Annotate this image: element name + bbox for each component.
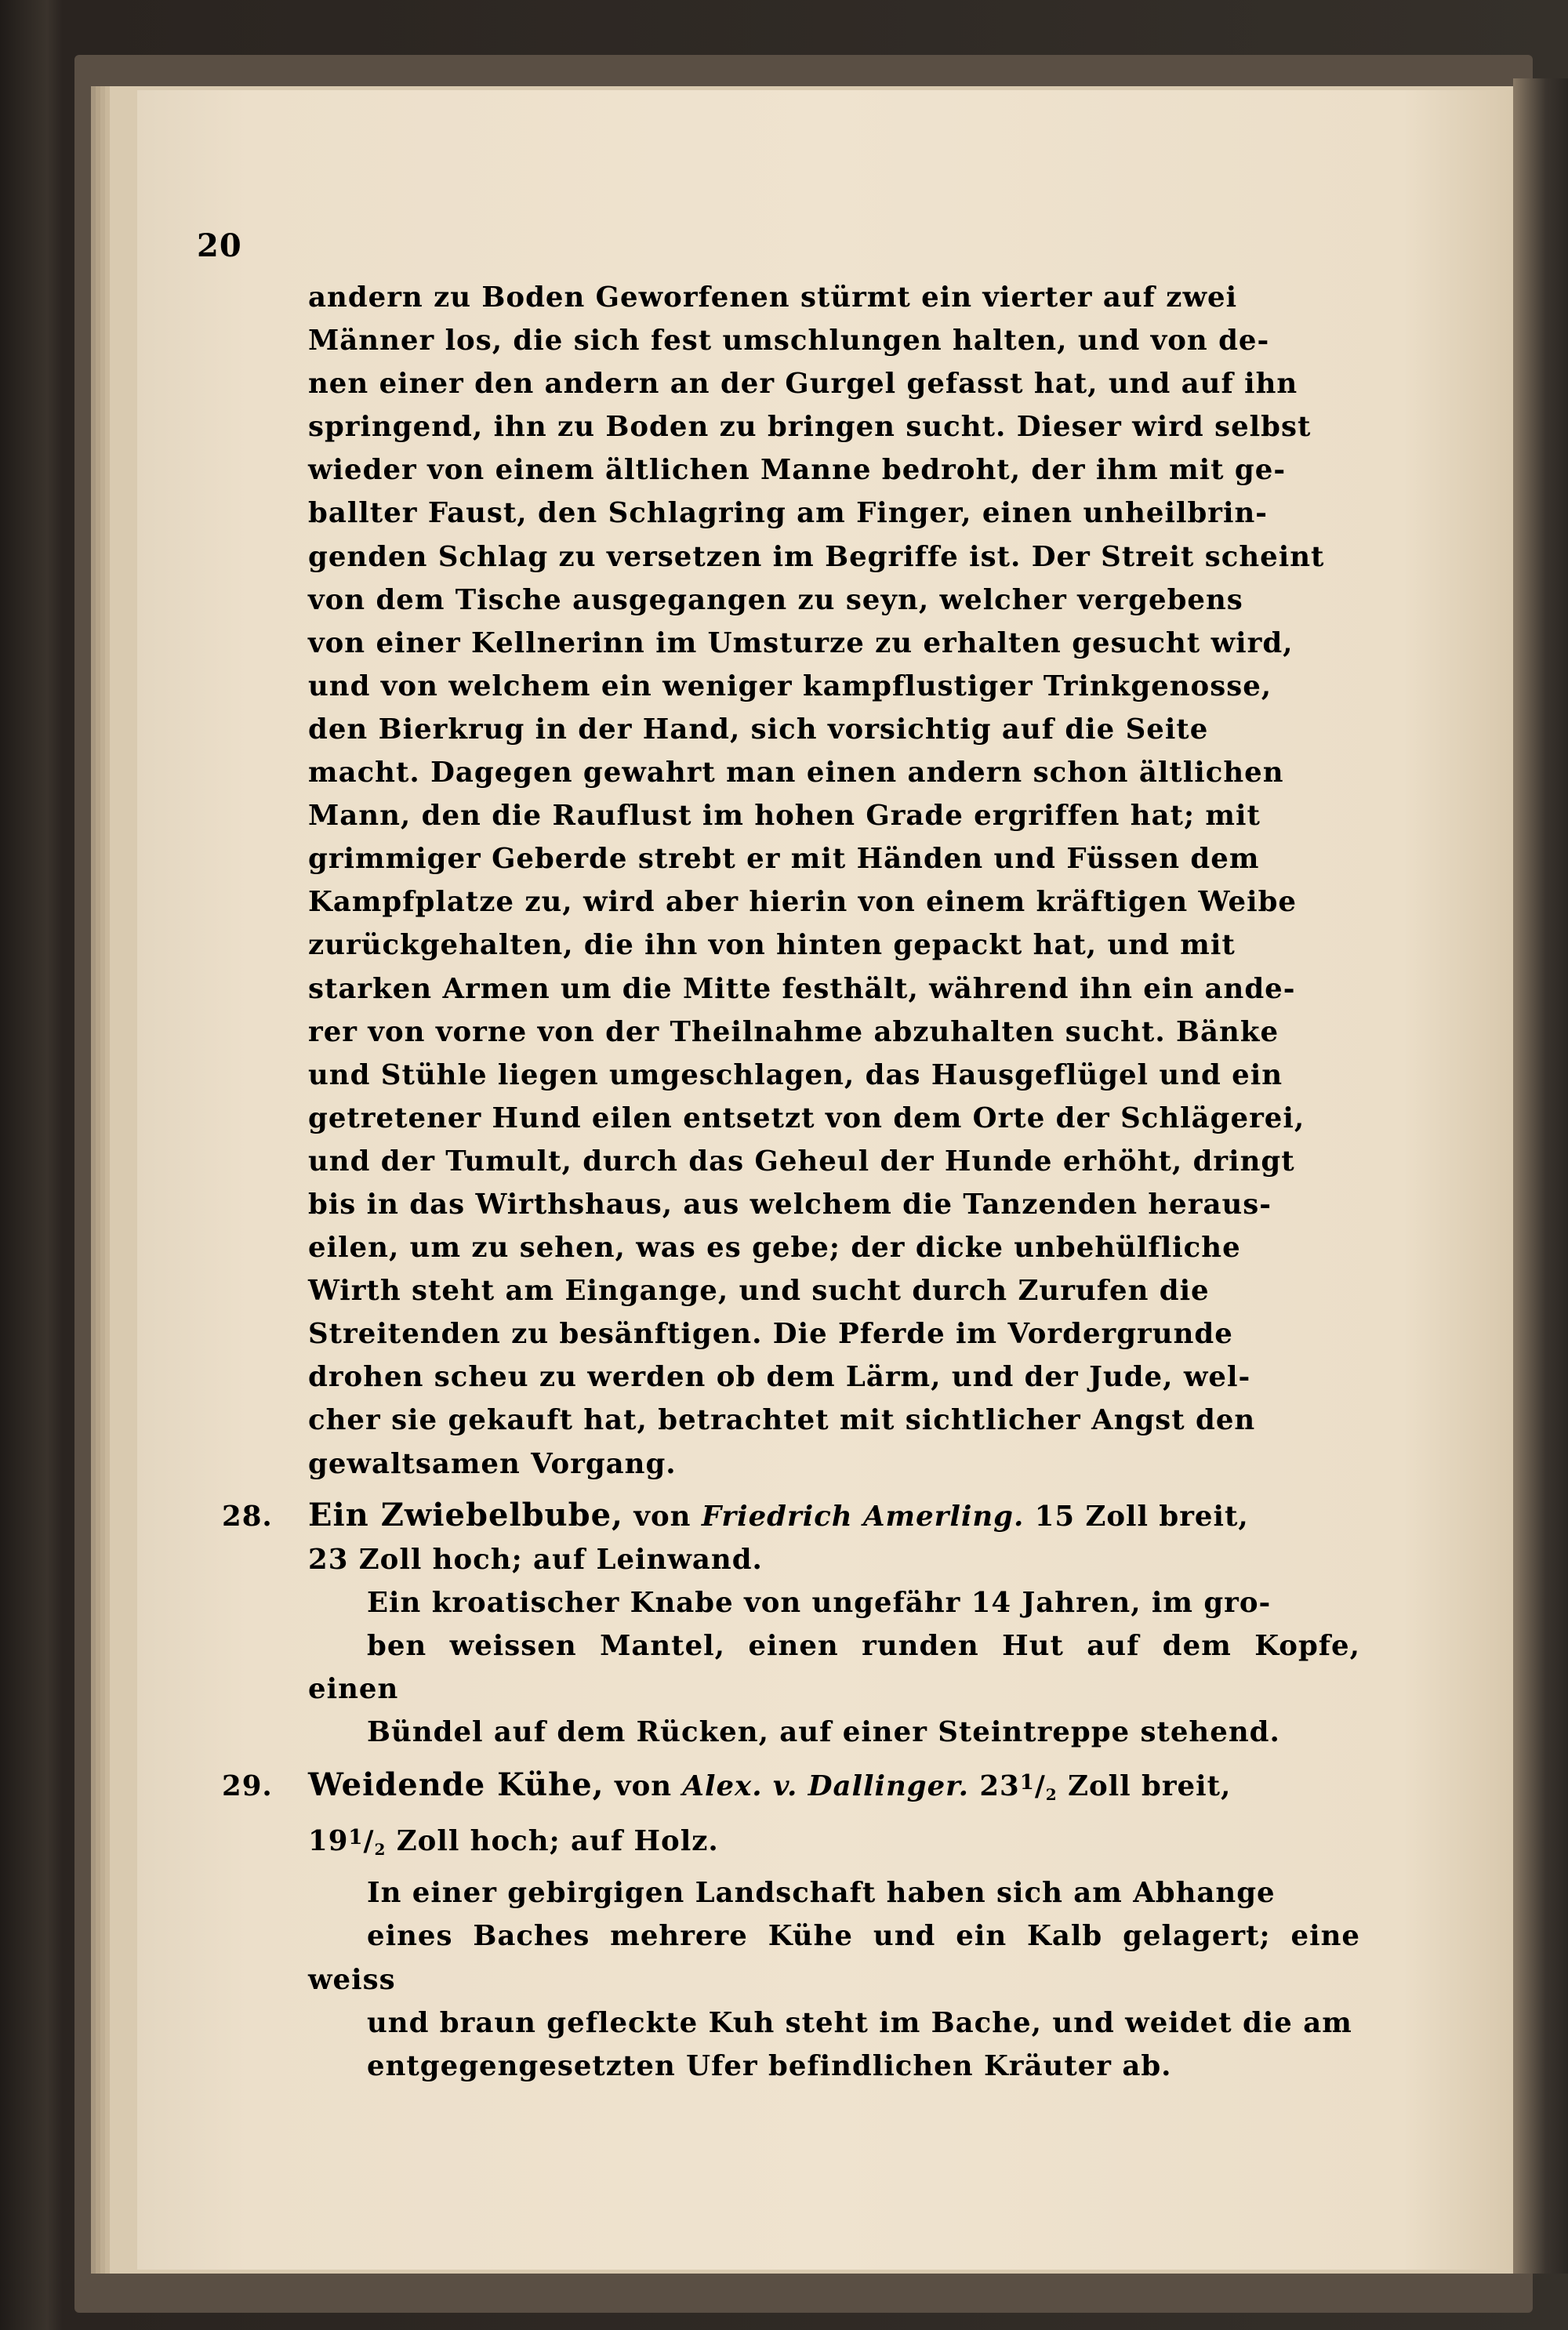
body-line: gewaltsamen Vorgang. [308, 1447, 677, 1480]
body-line: ballter Faust, den Schlagring am Finger, einen unheilbrin- [308, 497, 1269, 530]
description-line: ben weissen Mantel, einen runden Hut auf dem Kopfe, einen [308, 1629, 1360, 1705]
catalog-entry-29 [222, 1762, 1360, 2088]
description-line: Ein kroatischer Knabe von ungefähr 14 Jahren, im gro- [367, 1586, 1272, 1619]
body-line: den Bierkrug in der Hand, sich vorsichtig auf die Seite [308, 713, 1209, 746]
body-line: drohen scheu zu werden ob dem Lärm, und der Jude, wel- [308, 1361, 1251, 1394]
entry-size-line: 23 Zoll hoch; auf Leinwand. [308, 1543, 763, 1576]
entry-number: 29. [222, 1770, 273, 1803]
description-line: In einer gebirgigen Landschaft haben sich am Abhange [367, 1877, 1276, 1910]
body-line: starken Armen um die Mitte festhält, während ihn ein ande- [308, 972, 1296, 1005]
entry-heading [222, 1493, 1360, 1538]
body-line: und von welchem ein weniger kampflustiger Trinkgenosse, [308, 670, 1272, 702]
width-tail: Zoll breit, [1068, 1770, 1232, 1803]
width-frac-den: 2 [1045, 1785, 1058, 1805]
height-frac-num: 1 [348, 1826, 364, 1850]
entry-artist: Alex. v. Dallinger. [682, 1770, 969, 1803]
entry-description [308, 1871, 1360, 2087]
continued-paragraph [308, 276, 1360, 1486]
body-line: springend, ihn zu Boden zu bringen sucht. Dieser wird selbst [308, 411, 1312, 444]
entry-height-line: $19^1/2$ Zoll hoch; auf Holz. [308, 1825, 719, 1860]
description-line: Bündel auf dem Rücken, auf einer Steintreppe stehend. [367, 1716, 1280, 1749]
entry-by: von [614, 1770, 673, 1803]
entry-title: Weidende Kühe, [308, 1766, 604, 1804]
description-line: eines Baches mehrere Kühe und ein Kalb gelagert; eine weiss [308, 1920, 1360, 1996]
body-line: von einer Kellnerinn im Umsturze zu erhalten gesucht wird, [308, 626, 1294, 659]
entry-artist: Friedrich Amerling. [701, 1500, 1025, 1533]
body-line: von dem Tische ausgegangen zu seyn, welcher vergebens [308, 583, 1243, 616]
body-line: bis in das Wirthshaus, aus welchem die Tanzenden heraus- [308, 1188, 1272, 1221]
entry-size: 15 Zoll breit, [1034, 1500, 1249, 1533]
text-block [222, 276, 1360, 2088]
body-line: wieder von einem ältlichen Manne bedroht, der ihm mit ge- [308, 454, 1287, 487]
width-frac-num: 1 [1019, 1771, 1035, 1795]
body-line: andern zu Boden Geworfenen stürmt ein vierter auf zwei [308, 281, 1238, 314]
body-line: zurückgehalten, die ihn von hinten gepackt hat, und mit [308, 929, 1236, 962]
height-frac-den: 2 [374, 1840, 387, 1860]
entry-width: $23^1/2$ Zoll breit, [979, 1770, 1232, 1805]
body-line: und der Tumult, durch das Geheul der Hunde erhöht, dringt [308, 1145, 1295, 1178]
body-line: Männer los, die sich fest umschlungen halten, und von de- [308, 325, 1270, 357]
body-line: und Stühle liegen umgeschlagen, das Hausgeflügel und ein [308, 1058, 1283, 1091]
body-line: getretener Hund eilen entsetzt von dem Orte der Schlägerei, [308, 1101, 1305, 1134]
description-line: entgegengesetzten Ufer befindlichen Kräuter ab. [367, 2049, 1172, 2082]
description-line: und braun gefleckte Kuh steht im Bache, und weidet die am [367, 2006, 1352, 2039]
entry-by: von [633, 1500, 691, 1533]
body-line: macht. Dagegen gewahrt man einen andern schon ältlichen [308, 757, 1284, 789]
body-line: grimmiger Geberde strebt er mit Händen und Füssen dem [308, 843, 1260, 876]
body-line: nen einer den andern an der Gurgel gefasst hat, und auf ihn [308, 368, 1298, 401]
body-line: eilen, um zu sehen, was es gebe; der dicke unbehülfliche [308, 1232, 1241, 1265]
width-whole: 23 [979, 1770, 1020, 1803]
entry-heading [222, 1762, 1360, 1816]
body-line: Wirth steht am Eingange, und sucht durch Zurufen die [308, 1275, 1210, 1308]
body-line: Kampfplatze zu, wird aber hierin von einem kräftigen Weibe [308, 886, 1298, 919]
entry-title: Ein Zwiebelbube, [308, 1496, 623, 1533]
entry-number: 28. [222, 1500, 273, 1533]
body-line: Mann, den die Rauflust im hohen Grade ergriffen hat; mit [308, 800, 1261, 833]
catalog-entry-28 [222, 1493, 1360, 1755]
height-whole: 19 [308, 1825, 349, 1858]
body-line: genden Schlag zu versetzen im Begriffe ist. Der Streit scheint [308, 540, 1325, 573]
entry-description [308, 1581, 1360, 1754]
body-line: Streitenden zu besänftigen. Die Pferde im Vordergrunde [308, 1318, 1233, 1351]
body-line: cher sie gekauft hat, betrachtet mit sichtlicher Angst den [308, 1404, 1256, 1437]
body-line: rer von vorne von der Theilnahme abzuhalten sucht. Bänke [308, 1015, 1279, 1048]
book-spine-shadow [1513, 78, 1568, 2274]
page-number: 20 [197, 227, 242, 264]
height-tail: Zoll hoch; auf Holz. [396, 1825, 719, 1858]
